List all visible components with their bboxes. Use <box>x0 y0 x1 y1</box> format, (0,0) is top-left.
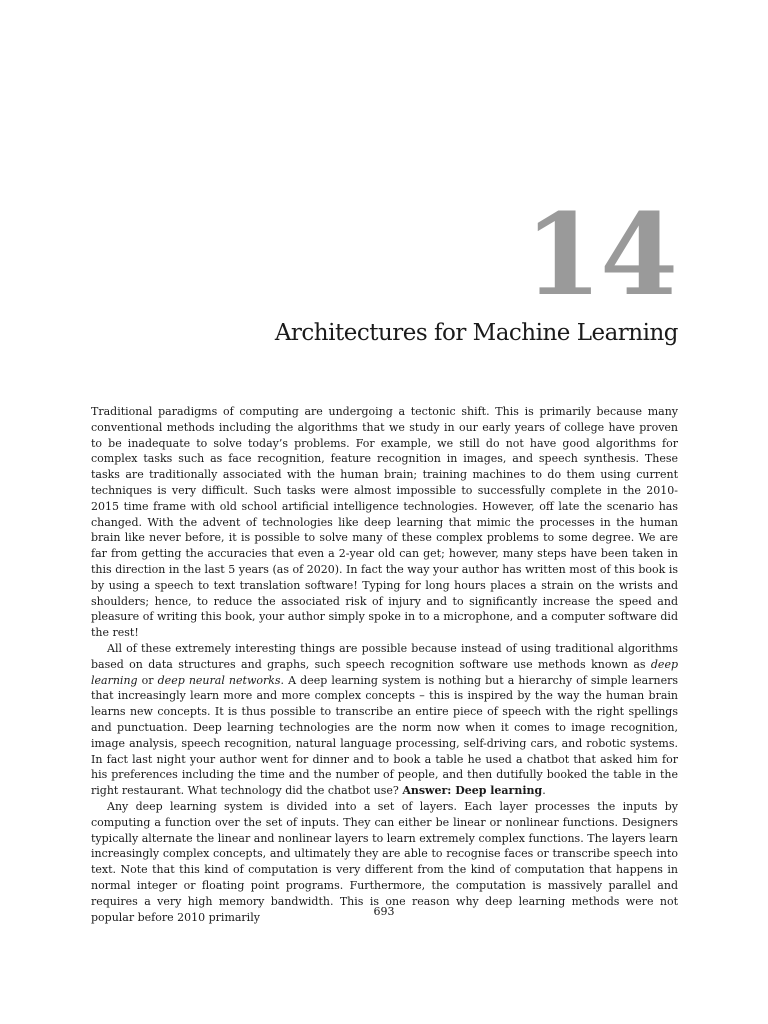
page-number: 693 <box>373 905 395 918</box>
paragraph-text: . <box>542 784 546 798</box>
answer-bold: Answer: Deep learning <box>402 784 543 798</box>
paragraph-text: . A deep learning system is nothing but a hierarchy of simple learners that increasingly learn more and more complex concepts – this is inspired by the way the human brain learns new concepts. It is thus possible to transcribe an entire piece of speech with the right spellings and punctuation. Deep learning technologies are the norm now when it comes to image recognition, image analysis, speech recognition, natural language processing, self-driving cars, and robotic systems. In fact last night your author went for dinner and to book a table he used a chatbot that asked him for his preferences including the time and the number of people, and then dutifully booked the table in the right restaurant. What technology did the chatbot use? <box>91 673 678 798</box>
term-deep-neural-networks: deep neural networks <box>157 673 281 687</box>
term-deep-learning: deep learning <box>91 657 678 687</box>
chapter-title: Architectures for Machine Learning <box>274 320 678 346</box>
paragraph-text: All of these extremely interesting things are possible because instead of using traditional algorithms based on data structures and graphs, such speech recognition software use methods known as <box>91 641 678 671</box>
paragraph-layers: Any deep learning system is divided into a set of layers. Each layer processes the inputs by computing a function over the set of inputs. They can either be linear or nonlinear functions. Designers typically alternate the linear and nonlinear layers to learn extremely complex functions. The layers learn increasingly complex concepts, and ultimately they are able to recognise faces or transcribe speech into text. Note that this kind of computation is very different from the kind of computation that happens in normal integer or floating point programs. Furthermore, the computation is massively parallel and requires a very high memory bandwidth. This is one reason why deep learning methods were not popular before 2010 primarily <box>91 799 678 924</box>
paragraph-text: or <box>137 673 158 687</box>
paragraph-deep-learning <box>91 641 678 799</box>
chapter-number: 14 <box>524 190 676 321</box>
paragraph-intro: Traditional paradigms of computing are undergoing a tectonic shift. This is primarily because many conventional methods including the algorithms that we study in our early years of college have proven to be inadequate to solve today’s problems. For example, we still do not have good algorithms for complex tasks such as face recognition, feature recognition in images, and speech synthesis. These tasks are traditionally associated with the human brain; training machines to do them using current techniques is very difficult. Such tasks were almost impossible to successfully complete in the 2010-2015 time frame with old school artificial intelligence technologies. However, off late the scenario has changed. With the advent of technologies like deep learning that mimic the processes in the human brain like never before, it is possible to solve many of these complex problems to some degree. We are far from getting the accuracies that even a 2-year old can get; however, many steps have been taken in this direction in the last 5 years (as of 2020). In fact the way your author has written most of this book is by using a speech to text translation software! Typing for long hours places a strain on the wrists and shoulders; hence, to reduce the associated risk of injury and to significantly increase the speed and pleasure of writing this book, your author simply spoke in to a microphone, and a computer software did the rest! <box>91 405 678 640</box>
body-text <box>91 404 678 925</box>
